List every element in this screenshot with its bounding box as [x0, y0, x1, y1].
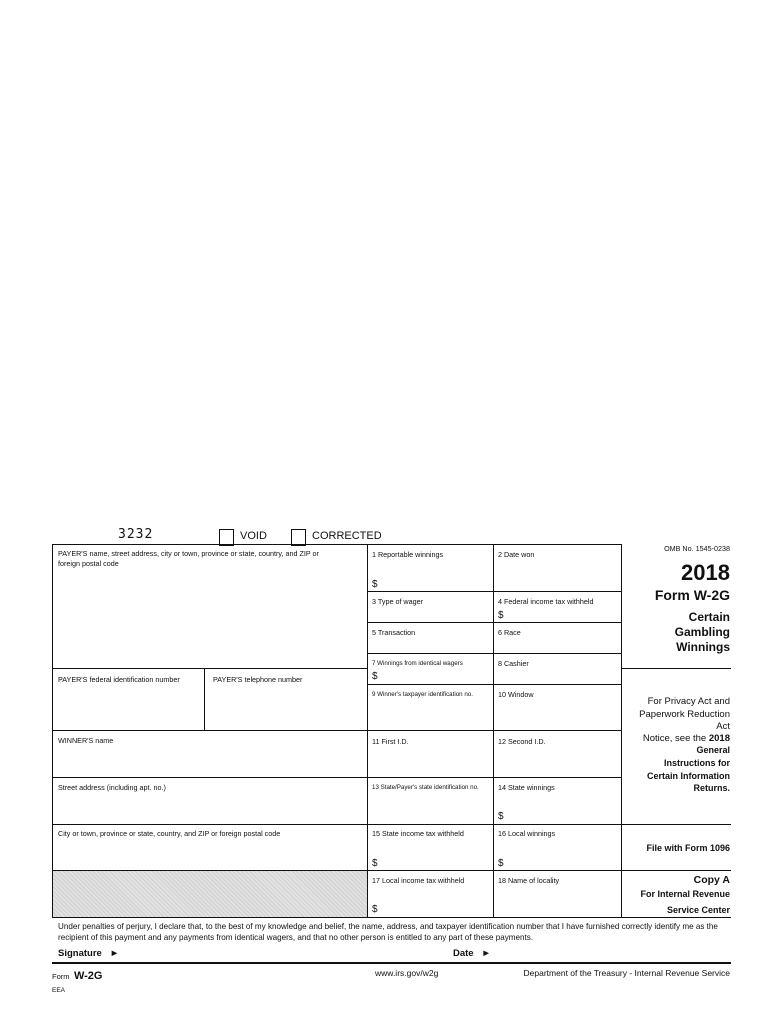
side-line-title: [621, 668, 731, 669]
left-line-payer: [52, 668, 367, 669]
mid-line-4: [367, 684, 621, 685]
privacy-line-4: [621, 733, 730, 744]
mid-line-8: [367, 870, 621, 871]
footer-eea: EEA: [52, 987, 66, 994]
box-1-label: 1 Reportable winnings: [372, 550, 444, 559]
mid-line-1: [367, 591, 621, 592]
privacy-line-2: Paperwork Reduction: [639, 709, 730, 720]
signature-label: [58, 948, 119, 959]
winner-city-label: City or town, province or state, country, and ZIP or foreign postal code: [58, 829, 281, 838]
box-1-dollar: $: [372, 579, 378, 590]
box-5-label: 5 Transaction: [372, 628, 416, 637]
payer-name-label: PAYER'S name, street address, city or town, province or state, country, and ZIP or foreign postal code: [58, 549, 319, 568]
box-15-label: 15 State income tax withheld: [372, 829, 464, 838]
box-12-label: 12 Second I.D.: [498, 737, 546, 746]
privacy-line-8: Returns.: [693, 783, 730, 793]
privacy-year: 2018: [708, 733, 730, 744]
box-14-dollar: $: [498, 811, 504, 822]
privacy-line-7: Certain Information: [646, 771, 730, 781]
privacy-line-5: General: [696, 745, 730, 755]
left-line-fid: [52, 730, 367, 731]
corrected-label: CORRECTED: [312, 530, 382, 542]
box-7-dollar: $: [372, 671, 378, 682]
signature-arrow-icon: ►: [109, 948, 120, 959]
box-10-label: 10 Window: [498, 690, 534, 699]
form-title-line-3: Winnings: [676, 640, 730, 654]
box-16-label: 16 Local winnings: [498, 829, 556, 838]
footer-form-name: [52, 966, 102, 984]
box-18-label: 18 Name of locality: [498, 876, 560, 885]
signature-line: [52, 962, 731, 964]
form-top-border: [52, 544, 621, 545]
form-bottom-border: [52, 917, 731, 918]
form-title-line-1: Certain: [688, 610, 730, 624]
privacy-line-1: For Privacy Act and: [647, 696, 730, 707]
footer-form-prefix: Form: [52, 972, 70, 981]
shaded-area: [53, 871, 367, 917]
mid-line-6: [367, 777, 621, 778]
mid-line-3: [367, 653, 621, 654]
footer-form-code: W-2G: [73, 970, 103, 982]
payer-phone-label: PAYER'S telephone number: [213, 675, 303, 684]
form-title-line-2: Gambling: [674, 625, 730, 639]
side-line-privacy: [621, 824, 731, 825]
left-line-winner: [52, 777, 367, 778]
winner-street-label: Street address (including apt. no.): [58, 783, 166, 792]
date-label: [453, 948, 491, 959]
copy-service-center: Service Center: [666, 905, 730, 915]
privacy-line-3: Act: [716, 721, 730, 732]
file-with-form: File with Form 1096: [646, 843, 730, 853]
mid-line-5: [367, 730, 621, 731]
box-17-dollar: $: [372, 904, 378, 915]
box-13-label: 13 State/Payer's state identification no.: [372, 784, 479, 791]
footer-department: Department of the Treasury - Internal Revenue Service: [523, 968, 730, 978]
box-4-dollar: $: [498, 610, 504, 621]
copy-a: Copy A: [693, 874, 730, 886]
side-line-file: [621, 870, 731, 871]
copy-for-irs: For Internal Revenue: [640, 889, 730, 899]
box-4-label: 4 Federal income tax withheld: [498, 597, 594, 606]
box-8-label: 8 Cashier: [498, 659, 529, 668]
payer-id-divider: [204, 668, 205, 730]
mid-line-7: [367, 824, 621, 825]
winner-name-label: WINNER'S name: [58, 736, 114, 745]
box-3-label: 3 Type of wager: [372, 597, 424, 606]
box-7-label: 7 Winnings from identical wagers: [372, 660, 463, 667]
box-15-dollar: $: [372, 858, 378, 869]
omb-number: OMB No. 1545-0238: [664, 544, 730, 553]
box-9-label: 9 Winner's taxpayer identification no.: [372, 691, 473, 698]
signature-text: Signature: [58, 948, 102, 959]
left-line-street: [52, 824, 367, 825]
box-11-label: 11 First I.D.: [372, 737, 409, 746]
box-6-label: 6 Race: [498, 628, 521, 637]
form-code: 3232: [118, 527, 154, 542]
date-arrow-icon: ►: [481, 948, 491, 959]
footer-url: www.irs.gov/w2g: [375, 968, 439, 978]
box-2-label: 2 Date won: [498, 550, 535, 559]
date-text: Date: [453, 948, 474, 959]
tax-year: 2018: [681, 560, 730, 585]
box-16-dollar: $: [498, 858, 504, 869]
form-name: Form W-2G: [654, 587, 730, 603]
penalty-statement: Under penalties of perjury, I declare that, to the best of my knowledge and belief, the name, address, and taxpayer identification number that I have furnished correctly identify me as the recipient of this payment and any payments from identical wagers, and that no other person is entitled to any part of these payments.: [58, 922, 718, 942]
box-17-label: 17 Local income tax withheld: [372, 876, 465, 885]
payer-fid-label: PAYER'S federal identification number: [58, 675, 180, 684]
privacy-notice-text: Notice, see the: [642, 733, 709, 744]
mid-line-2: [367, 622, 621, 623]
privacy-line-6: Instructions for: [663, 758, 730, 768]
void-label: VOID: [240, 530, 267, 542]
box-14-label: 14 State winnings: [498, 783, 555, 792]
